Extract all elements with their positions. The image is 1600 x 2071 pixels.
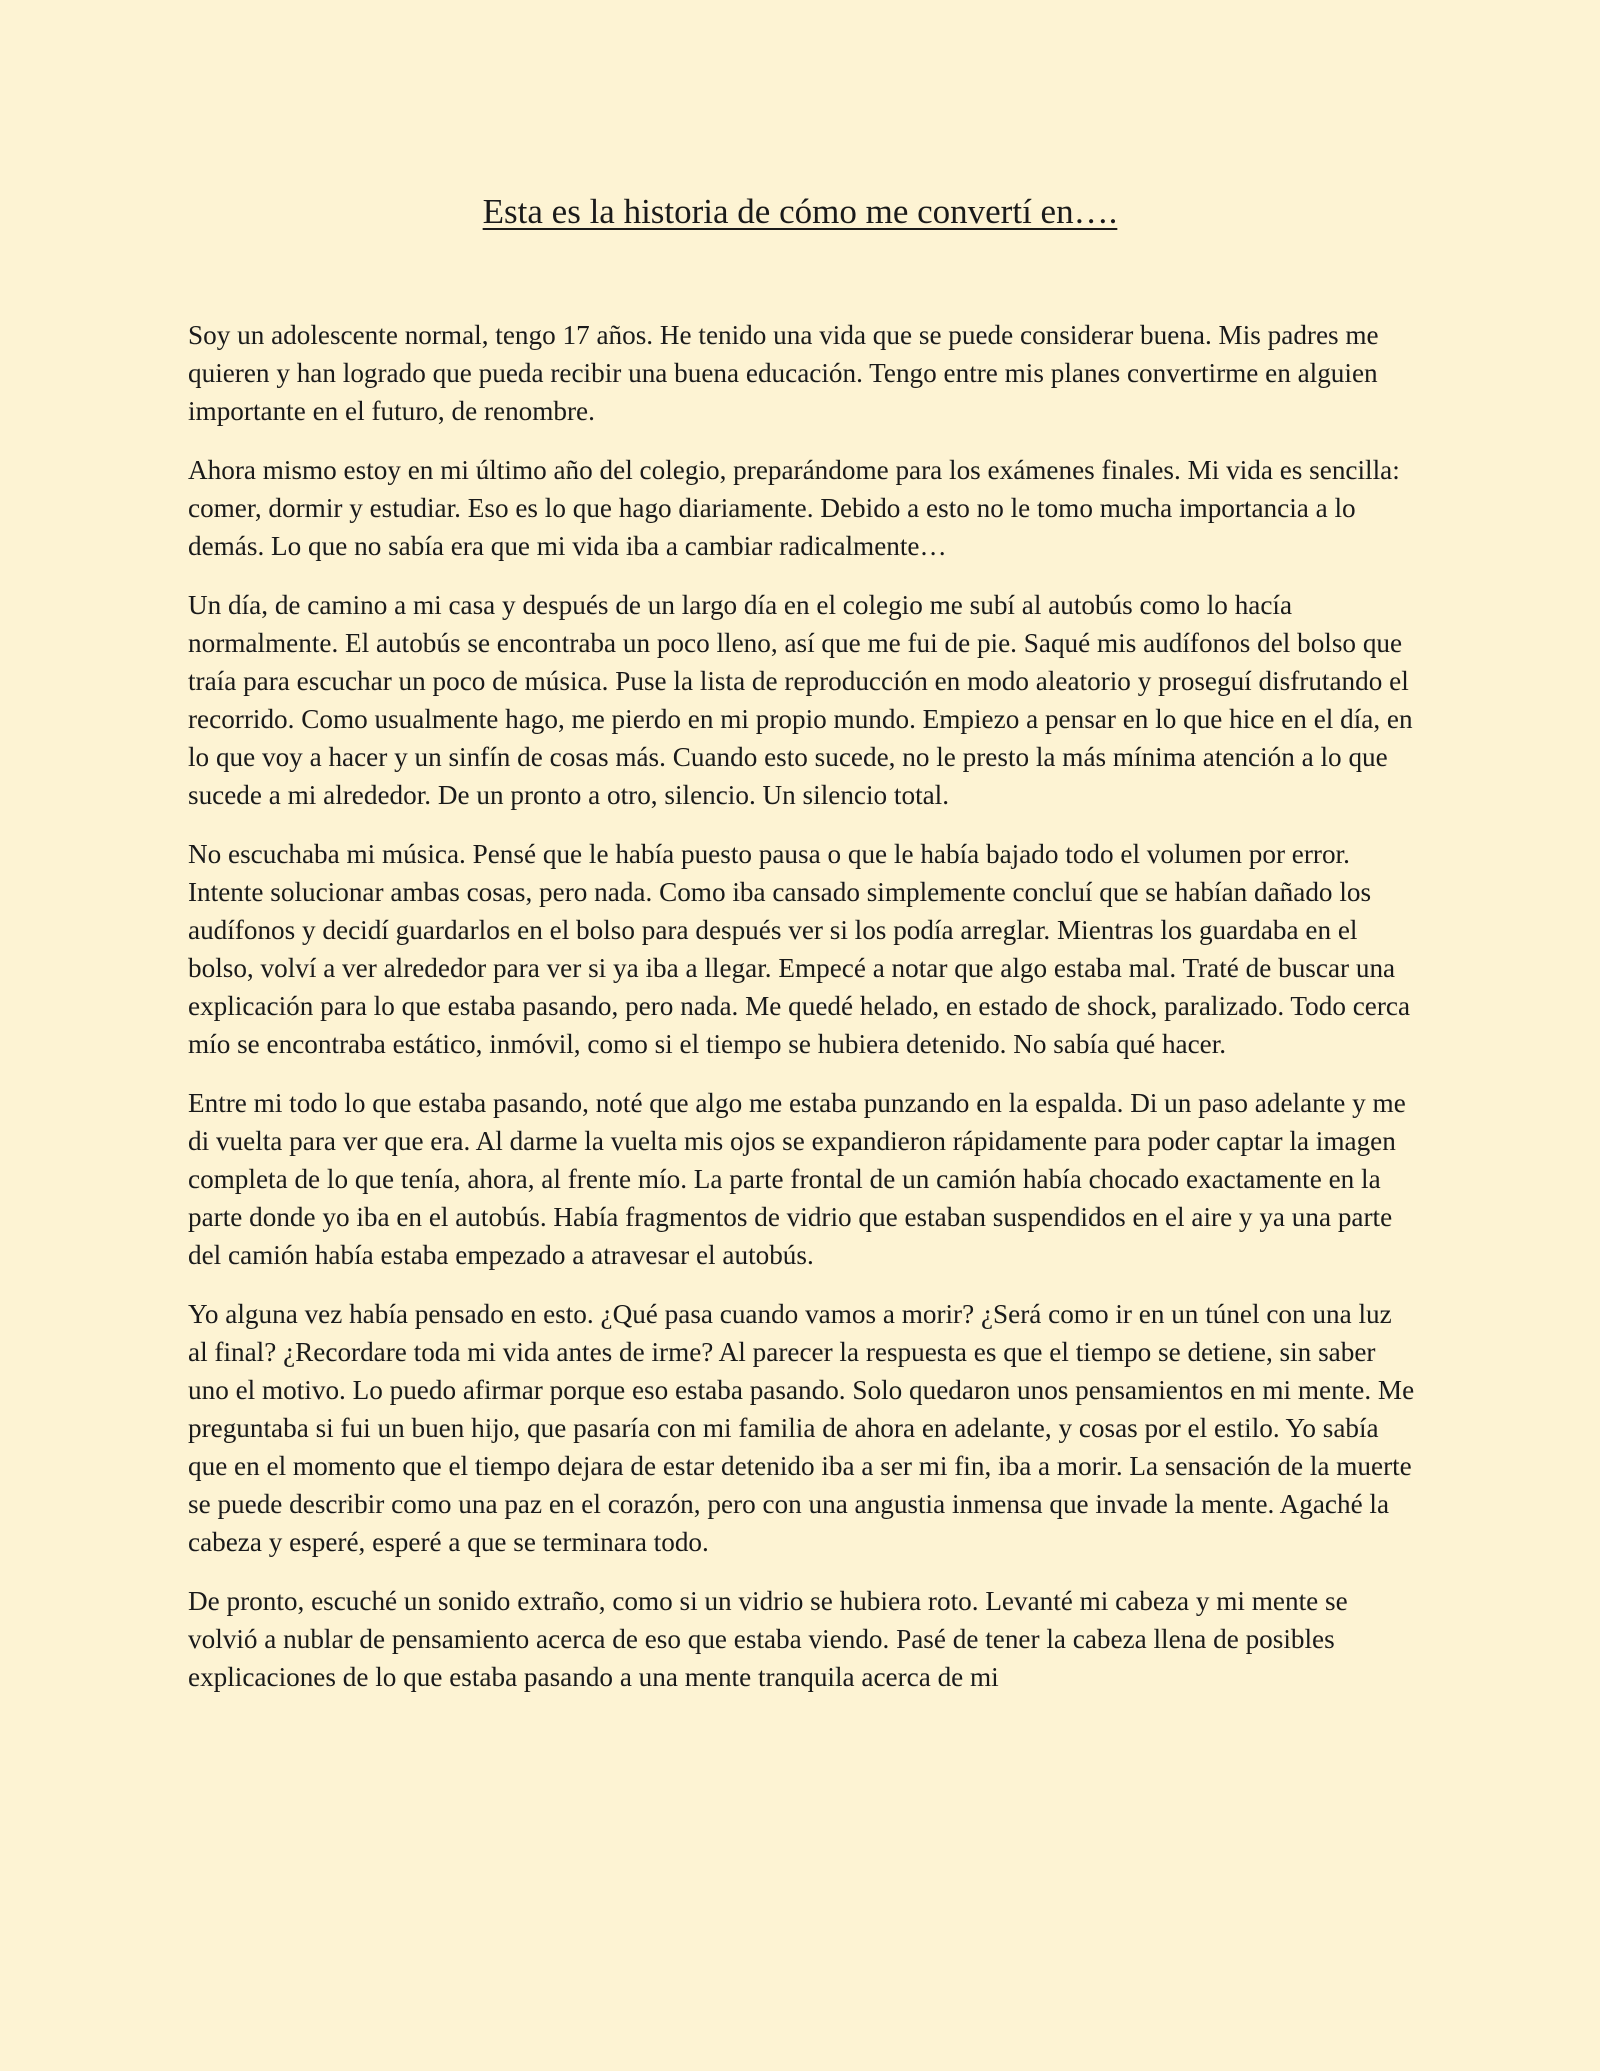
paragraph: Entre mi todo lo que estaba pasando, noté que algo me estaba punzando en la espalda. Di un paso adelante y me di vuelta para ver que era. Al darme la vuelta mis ojos se expandieron rápidamente para poder captar la imagen completa de lo que tenía, ahora, al frente mío. La parte frontal de un camión había chocado exactamente en la parte donde yo iba en el autobús. Había fragmentos de vidrio que estaban suspendidos en el aire y ya una parte del camión había estaba empezado a atravesar el autobús. [188, 1088, 1406, 1270]
paragraph: Un día, de camino a mi casa y después de un largo día en el colegio me subí al autobús como lo hacía normalmente. El autobús se encontraba un poco lleno, así que me fui de pie. Saqué mis audífonos del bolso que traía para escuchar un poco de música. Puse la lista de reproducción en modo aleatorio y proseguí disfrutando el recorrido. Como usualmente hago, me pierdo en mi propio mundo. Empiezo a pensar en lo que hice en el día, en lo que voy a hacer y un sinfín de cosas más. Cuando esto sucede, no le presto la más mínima atención a lo que sucede a mi alrededor. De un pronto a otro, silencio. Un silencio total. [188, 590, 1413, 810]
paragraph: Ahora mismo estoy en mi último año del colegio, preparándome para los exámenes finales. Mi vida es sencilla: comer, dormir y estudiar. Eso es lo que hago diariamente. Debido a esto no le tomo mucha importancia a lo demás. Lo que no sabía era que mi vida iba a cambiar radicalmente… [188, 455, 1400, 561]
paragraph: No escuchaba mi música. Pensé que le había puesto pausa o que le había bajado todo el volumen por error. Intente solucionar ambas cosas, pero nada. Como iba cansado simplemente concluí que se habían dañado los audífonos y decidí guardarlos en el bolso para después ver si los podía arreglar. Mientras los guardaba en el bolso, volví a ver alrededor para ver si ya iba a llegar. Empecé a notar que algo estaba mal. Traté de buscar una explicación para lo que estaba pasando, pero nada. Me quedé helado, en estado de shock, paralizado. Todo cerca mío se encontraba estático, inmóvil, como si el tiempo se hubiera detenido. No sabía qué hacer. [188, 839, 1411, 1059]
document-title [0, 188, 1600, 236]
document-body [188, 316, 1416, 1717]
paragraph: Yo alguna vez había pensado en esto. ¿Qué pasa cuando vamos a morir? ¿Será como ir en un túnel con una luz al final? ¿Recordare toda mi vida antes de irme? Al parecer la respuesta es que el tiempo se detiene, sin saber uno el motivo. Lo puedo afirmar porque eso estaba pasando. Solo quedaron unos pensamientos en mi mente. Me preguntaba si fui un buen hijo, que pasaría con mi familia de ahora en adelante, y cosas por el estilo. Yo sabía que en el momento que el tiempo dejara de estar detenido iba a ser mi fin, iba a morir. La sensación de la muerte se puede describir como una paz en el corazón, pero con una angustia inmensa que invade la mente. Agaché la cabeza y esperé, esperé a que se terminara todo. [188, 1299, 1415, 1557]
paragraph: Soy un adolescente normal, tengo 17 años. He tenido una vida que se puede considerar buena. Mis padres me quieren y han logrado que pueda recibir una buena educación. Tengo entre mis planes convertirme en alguien importante en el futuro, de renombre. [188, 320, 1379, 426]
paragraph: De pronto, escuché un sonido extraño, como si un vidrio se hubiera roto. Levanté mi cabeza y mi mente se volvió a nublar de pensamiento acerca de eso que estaba viendo. Pasé de tener la cabeza llena de posibles explicaciones de lo que estaba pasando a una mente tranquila acerca de mi [188, 1586, 1348, 1692]
document-title-text: Esta es la historia de cómo me convertí en…. [482, 192, 1118, 231]
